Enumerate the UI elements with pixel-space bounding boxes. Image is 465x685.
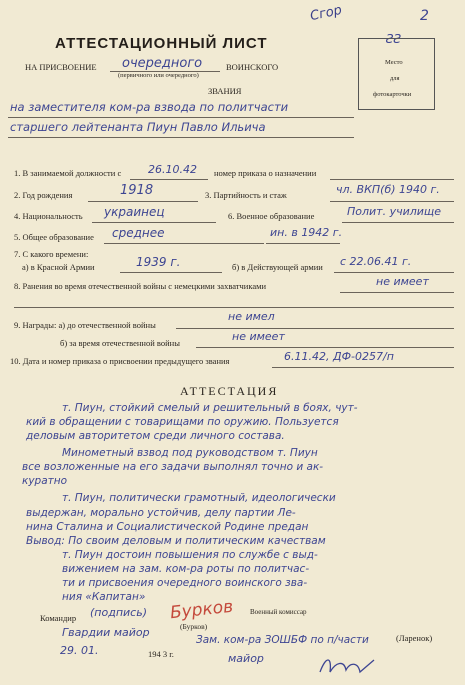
deputy-signature — [318, 652, 378, 680]
commissar-name: (Бурков) — [180, 622, 208, 631]
field-8-label: 8. Ранения во время отечественной войны с немецкими захватчиками — [14, 281, 267, 291]
corner-scribble: ƧƧ — [386, 32, 402, 46]
rank-line-suffix: ВОИНСКОГО — [226, 62, 279, 72]
rank-line-2: ЗВАНИЯ — [208, 86, 242, 96]
attestation-line: все возложенные на его задачи выполнял точно и ак- — [22, 461, 324, 473]
field-7b-label: б) в Действующей армии — [232, 262, 323, 272]
field-9b-label: б) за время отечественной войны — [60, 338, 180, 348]
position-text: на заместителя ком-ра взвода по политчасти — [10, 100, 289, 114]
field-4-label: 4. Национальность — [14, 211, 83, 221]
field-8-value: не имеет — [376, 275, 429, 288]
attestation-line: Вывод: По своим деловым и политическим качествам — [26, 535, 326, 547]
photo-label-1: Место — [385, 59, 403, 66]
field-4-value: украинец — [104, 205, 165, 219]
attestation-line: т. Пиун, политически грамотный, идеологически — [62, 492, 336, 504]
sign-date: 29. 01. — [60, 644, 99, 657]
field-6-value: Полит. училище — [347, 205, 442, 218]
field-3-label: 3. Партийность и стаж — [205, 190, 287, 200]
attestation-line: вижением на зам. ком-ра роты по политчас- — [62, 563, 310, 575]
corner-number: 2 — [420, 8, 429, 24]
corner-note: Сгор — [308, 2, 344, 25]
attestation-heading: АТТЕСТАЦИЯ — [180, 384, 279, 398]
field-2-label: 2. Год рождения — [14, 190, 73, 200]
attestation-line: нина Сталина и Социалистической Родине предан — [26, 521, 309, 533]
attestation-line: выдержан, морально устойчив, делу партии Ле- — [26, 507, 296, 519]
field-1-suffix: номер приказа о назначении — [214, 168, 317, 178]
commander-label: Командир — [40, 613, 77, 623]
attestation-line: ния «Капитан» — [62, 591, 146, 603]
photo-label-3: фотокарточки — [373, 91, 412, 98]
commissar-label: Военный комиссар — [250, 608, 307, 616]
commander-unit: (подпись) — [90, 606, 147, 619]
field-10-value: 6.11.42, ДФ-0257/п — [284, 350, 394, 363]
rank-type-hint: (первичного или очередного) — [118, 72, 199, 79]
field-1-value: 26.10.42 — [148, 163, 197, 176]
field-5-label: 5. Общее образование — [14, 232, 94, 242]
field-9-label: 9. Награды: а) до отечественной войны — [14, 320, 156, 330]
field-7b-value: с 22.06.41 г. — [340, 255, 412, 268]
field-7-label: 7. С какого времени: — [14, 249, 89, 259]
person-name: старшего лейтенанта Пиун Павло Ильича — [10, 120, 266, 134]
attestation-line: кий в обращении с товарищами по оружию. Пользуется — [26, 416, 339, 428]
attestation-line: куратно — [22, 475, 68, 487]
attestation-line: деловым авторитетом среди личного состава. — [26, 430, 285, 442]
field-5-value: среднее — [112, 226, 165, 240]
field-9a-value: не имел — [228, 310, 275, 323]
field-5-extra: ин. в 1942 г. — [270, 226, 343, 239]
field-7a-label: а) в Красной Армии — [22, 262, 95, 272]
attestation-line: т. Пиун, стойкий смелый и решительный в боях, чут- — [62, 402, 358, 414]
field-9b-value: не имеет — [232, 330, 285, 343]
field-6-label: 6. Военное образование — [228, 211, 315, 221]
field-1-label: 1. В занимаемой должности с — [14, 168, 122, 178]
field-10-label: 10. Дата и номер приказа о присвоении предыдущего звания — [10, 356, 230, 366]
document-title: АТТЕСТАЦИОННЫЙ ЛИСТ — [55, 35, 268, 52]
rank-type: очередного — [122, 56, 203, 71]
commander-rank: Гвардии майор — [62, 626, 150, 639]
deputy-name: (Ларенок) — [396, 633, 433, 643]
rank-line-prefix: НА ПРИСВОЕНИЕ — [25, 62, 97, 72]
attestation-line: т. Пиун достоин повышения по службе с выд- — [62, 549, 318, 561]
photo-placeholder — [358, 38, 435, 110]
field-3-value: чл. ВКП(б) 1940 г. — [336, 183, 440, 196]
deputy-rank: майор — [228, 652, 264, 665]
attestation-line: Минометный взвод под руководством т. Пиун — [62, 447, 318, 459]
photo-label-2: для — [390, 75, 400, 82]
stamp-signature: Бурков — [169, 596, 235, 624]
field-7a-value: 1939 г. — [136, 255, 181, 269]
field-2-value: 1918 — [120, 183, 154, 198]
deputy-line: Зам. ком-ра ЗОШБФ по п/части — [196, 634, 369, 646]
sign-date-year: 194 3 г. — [148, 649, 174, 659]
attestation-line: ти и присвоения очередного воинского зва- — [62, 577, 308, 589]
